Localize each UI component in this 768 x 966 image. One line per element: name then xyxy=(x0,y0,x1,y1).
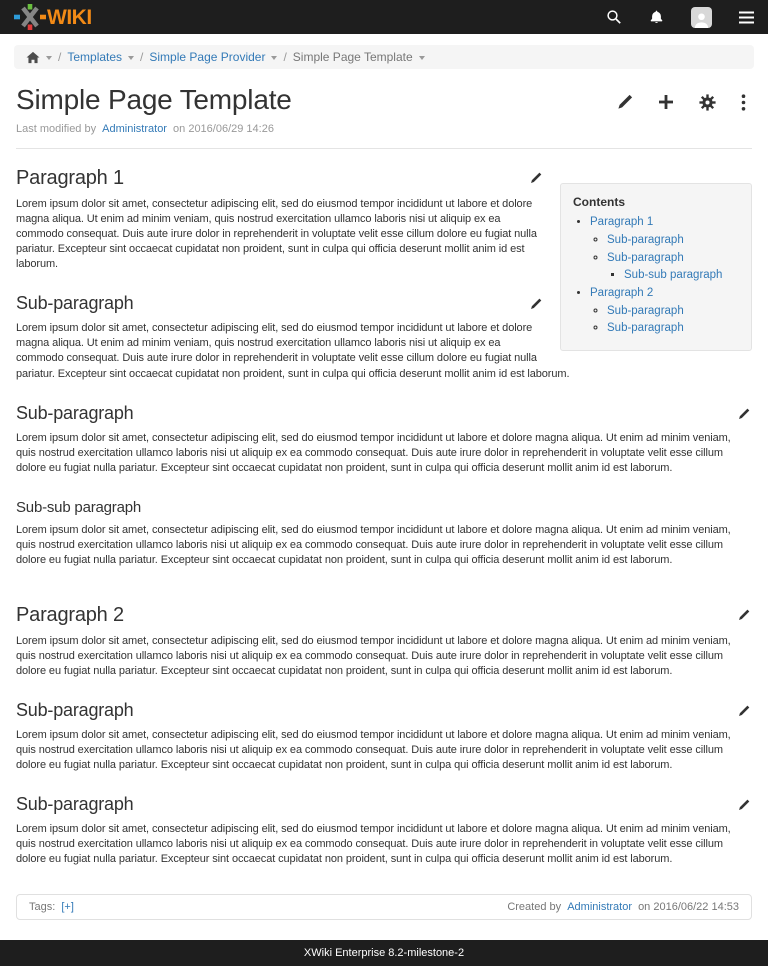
section-paragraph: Lorem ipsum dolor sit amet, consectetur adipiscing elit, sed do eiusmod tempor incididunt ut labore et dolore magna aliqua. Ut enim ad minim veniam, quis nostrud exercitation ullamco laboris nisi ut aliquip ex ea commodo consequat. Duis aute irure dolor in reprehenderit in voluptate velit esse cillum dolore eu fugiat nulla pariatur. Excepteur sint occaecat cupidatat non proident, sunt in culpa qui officia deserunt mollit anim id est laborum. xyxy=(16,634,731,678)
content-section xyxy=(16,499,752,568)
toc-link[interactable]: Sub-paragraph xyxy=(607,322,684,335)
toc-list xyxy=(590,232,739,284)
section-heading xyxy=(16,700,752,721)
document-footer xyxy=(16,894,752,920)
content-section xyxy=(16,700,752,773)
toc-item xyxy=(607,232,739,249)
toc-link[interactable]: Sub-paragraph xyxy=(607,304,684,317)
section-heading xyxy=(16,499,752,516)
section-paragraph: Lorem ipsum dolor sit amet, consectetur adipiscing elit, sed do eiusmod tempor incididunt ut labore et dolore magna aliqua. Ut enim ad minim veniam, quis nostrud exercitation ullamco laboris nisi ut aliquip ex ea commodo consequat. Duis aute irure dolor in reprehenderit in voluptate velit esse cillum dolore eu fugiat nulla pariatur. Excepteur sint occaecat cupidatat non proident, sunt in culpa qui officia deserunt mollit anim id est laborum. xyxy=(16,823,731,866)
breadcrumb-item[interactable]: Templates xyxy=(67,50,123,64)
toc-item xyxy=(624,267,739,284)
breadcrumb-item[interactable]: Simple Page Provider xyxy=(149,50,266,64)
section-paragraph: Lorem ipsum dolor sit amet, consectetur adipiscing elit, sed do eiusmod tempor incididunt ut labore et dolore magna aliqua. Ut enim ad minim veniam, quis nostrud exercitation ullamco laboris nisi ut aliquip ex ea commodo consequat. Duis aute irure dolor in reprehenderit in voluptate velit esse cillum dolore eu fugiat nulla pariatur. Excepteur sint occaecat cupidatat non proident, sunt in culpa qui officia deserunt mollit anim id est laborum. xyxy=(16,322,570,380)
top-navbar xyxy=(0,0,768,34)
toc-title: Contents xyxy=(573,195,625,209)
xwiki-logo-x-icon xyxy=(14,4,46,30)
section-title: Sub-paragraph xyxy=(16,794,134,815)
created-author-link[interactable]: Administrator xyxy=(567,900,632,913)
document-body xyxy=(16,167,752,868)
toc-link[interactable]: Sub-paragraph xyxy=(607,251,684,264)
section-heading xyxy=(16,604,752,627)
created-date: on 2016/06/22 14:53 xyxy=(638,900,739,913)
section-title: Sub-paragraph xyxy=(16,700,134,721)
section-edit-pencil-icon[interactable] xyxy=(738,705,750,717)
home-icon[interactable] xyxy=(26,51,40,64)
settings-gear-icon[interactable] xyxy=(699,94,716,111)
more-options-icon[interactable] xyxy=(741,94,746,111)
section-title: Sub-sub paragraph xyxy=(16,498,142,516)
xwiki-logo-text: WIKI xyxy=(47,5,92,29)
toc-link[interactable]: Sub-paragraph xyxy=(607,234,684,247)
section-edit-pencil-icon[interactable] xyxy=(738,408,750,420)
section-paragraph: Lorem ipsum dolor sit amet, consectetur adipiscing elit, sed do eiusmod tempor incididunt ut labore et dolore magna aliqua. Ut enim ad minim veniam, quis nostrud exercitation ullamco laboris nisi ut aliquip ex ea commodo consequat. Duis aute irure dolor in reprehenderit in voluptate velit esse cillum dolore eu fugiat nulla pariatur. Excepteur sint occaecat cupidatat non proident, sunt in culpa qui officia deserunt mollit anim id est laborum. xyxy=(16,198,537,271)
section-edit-pencil-icon[interactable] xyxy=(738,799,750,811)
breadcrumb-items xyxy=(58,50,425,64)
toc-list xyxy=(573,214,739,337)
content-section xyxy=(16,794,752,867)
toc-item xyxy=(607,250,739,284)
content-section xyxy=(16,403,752,476)
drawer-menu-icon[interactable] xyxy=(739,11,754,24)
breadcrumb-item: Simple Page Template xyxy=(292,50,413,64)
section-heading xyxy=(16,794,752,815)
create-plus-icon[interactable] xyxy=(658,94,674,111)
breadcrumb-separator: / xyxy=(58,50,62,64)
search-icon[interactable] xyxy=(606,9,622,25)
breadcrumb-separator: / xyxy=(283,50,287,64)
last-modified-author-link[interactable]: Administrator xyxy=(102,123,167,135)
section-title: Sub-paragraph xyxy=(16,293,134,314)
main-content-area xyxy=(0,69,768,920)
tags-label: Tags: xyxy=(29,900,56,913)
user-avatar-icon[interactable] xyxy=(691,7,712,28)
breadcrumb-dropdown-caret[interactable] xyxy=(271,56,277,60)
page-action-buttons xyxy=(617,84,752,111)
section-title: Paragraph 1 xyxy=(16,167,124,189)
notifications-bell-icon[interactable] xyxy=(649,9,664,25)
breadcrumb-dropdown-caret[interactable] xyxy=(46,56,52,60)
version-footer-bar xyxy=(0,940,768,966)
last-modified-date: on 2016/06/29 14:26 xyxy=(173,123,274,135)
version-text: XWiki Enterprise 8.2-milestone-2 xyxy=(303,946,465,959)
toc-list xyxy=(590,303,739,337)
section-title: Sub-paragraph xyxy=(16,402,134,423)
last-modified-prefix: Last modified by xyxy=(16,123,97,135)
toc-item xyxy=(590,214,739,284)
section-heading xyxy=(16,403,752,424)
toc-link[interactable]: Sub-sub paragraph xyxy=(624,269,723,282)
breadcrumb-dropdown-caret[interactable] xyxy=(128,56,134,60)
section-edit-pencil-icon[interactable] xyxy=(738,609,750,621)
toc-item xyxy=(607,320,739,337)
breadcrumb-dropdown-caret[interactable] xyxy=(419,56,425,60)
tags-area xyxy=(29,901,77,913)
toc-link[interactable]: Paragraph 2 xyxy=(590,287,654,300)
toc-item xyxy=(607,303,739,320)
header-divider xyxy=(16,148,752,149)
add-tag-button[interactable]: [+] xyxy=(61,900,74,913)
toc-list xyxy=(607,267,739,284)
toc-list-host xyxy=(573,214,739,337)
xwiki-logo[interactable] xyxy=(14,4,92,30)
section-edit-pencil-icon[interactable] xyxy=(530,172,542,184)
created-prefix: Created by xyxy=(507,900,562,913)
content-section xyxy=(16,604,752,679)
navbar-icons xyxy=(606,7,754,28)
section-paragraph: Lorem ipsum dolor sit amet, consectetur adipiscing elit, sed do eiusmod tempor incididunt ut labore et dolore magna aliqua. Ut enim ad minim veniam, quis nostrud exercitation ullamco laboris nisi ut aliquip ex ea commodo consequat. Duis aute irure dolor in reprehenderit in voluptate velit esse cillum dolore eu fugiat nulla pariatur. Excepteur sint occaecat cupidatat non proident, sunt in culpa qui officia deserunt mollit anim id est laborum. xyxy=(16,729,731,772)
table-of-contents xyxy=(560,183,752,351)
section-paragraph: Lorem ipsum dolor sit amet, consectetur adipiscing elit, sed do eiusmod tempor incididunt ut labore et dolore magna aliqua. Ut enim ad minim veniam, quis nostrud exercitation ullamco laboris nisi ut aliquip ex ea commodo consequat. Duis aute irure dolor in reprehenderit in voluptate velit esse cillum dolore eu fugiat nulla pariatur. Excepteur sint occaecat cupidatat non proident, sunt in culpa qui officia deserunt mollit anim id est laborum. xyxy=(16,523,731,566)
edit-pencil-icon[interactable] xyxy=(617,94,633,111)
page-title: Simple Page Template xyxy=(16,84,292,115)
last-modified-line xyxy=(16,123,752,135)
section-paragraph: Lorem ipsum dolor sit amet, consectetur adipiscing elit, sed do eiusmod tempor incididunt ut labore et dolore magna aliqua. Ut enim ad minim veniam, quis nostrud exercitation ullamco laboris nisi ut aliquip ex ea commodo consequat. Duis aute irure dolor in reprehenderit in voluptate velit esse cillum dolore eu fugiat nulla pariatur. Excepteur sint occaecat cupidatat non proident, sunt in culpa qui officia deserunt mollit anim id est laborum. xyxy=(16,431,731,474)
toc-item xyxy=(590,285,739,337)
breadcrumb-separator: / xyxy=(140,50,144,64)
section-title: Paragraph 2 xyxy=(16,603,124,626)
section-edit-pencil-icon[interactable] xyxy=(530,298,542,310)
created-by-line xyxy=(507,901,739,913)
breadcrumb xyxy=(14,45,754,69)
toc-link[interactable]: Paragraph 1 xyxy=(590,216,654,229)
page-header xyxy=(16,84,752,116)
